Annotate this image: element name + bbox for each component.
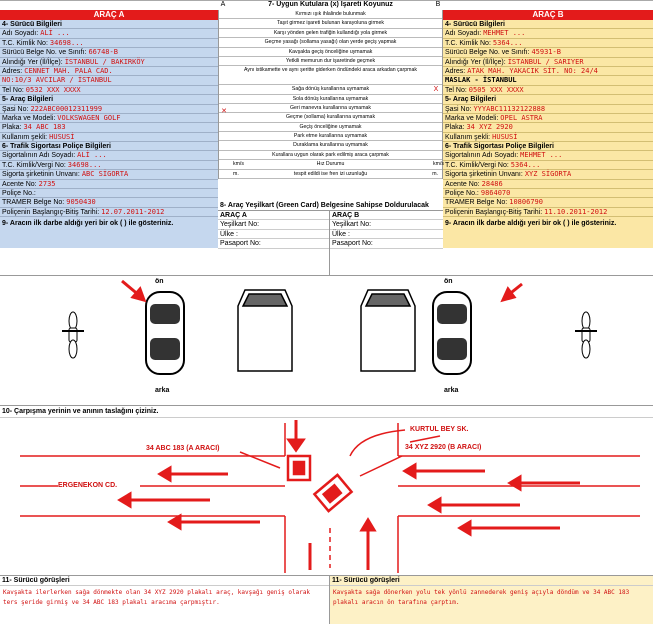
label: TRAMER Belge No: <box>2 199 65 207</box>
label: Alındığı Yer (İl/İlçe): <box>445 58 506 66</box>
b-insurer[interactable] <box>443 170 653 179</box>
value: VOLKSWAGEN GOLF <box>57 113 121 122</box>
label: Marka ve Modeli: <box>445 114 499 122</box>
vehicle-a-header: ARAÇ A <box>0 10 218 20</box>
opinion-a-text[interactable]: Kavşakta ilerlerken sağa dönmekte olan 34 XYZ 2920 plakalı araç, kavşağı geniş olarak ters şeride girmiş ve 34 ABC 183 plakalı aracıma çarpmıştır. <box>3 589 311 606</box>
value: YYYABC11132122888 <box>473 104 546 113</box>
value: 0505 XXX XXXX <box>468 85 524 94</box>
b-address-2[interactable] <box>443 76 653 85</box>
a-insured[interactable] <box>0 151 218 160</box>
label: Poliçenin Başlangıç-Bitiş Tarihi: <box>445 208 543 216</box>
value: ABC SİGORTA <box>81 170 129 179</box>
green-card-a <box>218 211 330 275</box>
col-b-letter: B <box>435 1 441 8</box>
item-label: Taşıt girmez işareti bulunan karayoluna girmek <box>277 20 384 27</box>
mark-a-x: ✕ <box>221 108 227 115</box>
label: Plaka: <box>2 124 22 132</box>
a-address[interactable] <box>0 67 218 76</box>
driver-b-opinion <box>330 575 653 624</box>
rear-label-a: arka <box>155 387 170 394</box>
checklist-item[interactable] <box>219 57 442 66</box>
speed-row[interactable] <box>219 160 442 169</box>
value: 2735 <box>38 179 56 188</box>
label: Marka ve Modeli: <box>2 114 56 122</box>
label: TRAMER Belge No: <box>445 199 508 207</box>
street-label-2: ERGENEKON CD. <box>58 482 118 489</box>
label: Sürücü Belge No. ve Sınıfı: <box>2 49 87 57</box>
a-license-place[interactable] <box>0 58 218 67</box>
impact-arrow-icon <box>122 281 144 300</box>
value: 9050430 <box>66 198 96 207</box>
item-label: Geçme yasağı (sollama yasağı) olan yerde geçiş yapmak <box>264 39 397 46</box>
vehicles-svg <box>0 276 653 406</box>
vehicle-b-column <box>443 20 653 248</box>
value: 28486 <box>481 179 503 188</box>
checklist-item[interactable] <box>219 151 442 160</box>
direction-arrows <box>120 420 580 570</box>
checklist-item[interactable] <box>219 104 442 113</box>
checklist-item[interactable] <box>219 48 442 57</box>
label: Adres: <box>2 67 23 75</box>
car-b-label: 34 XYZ 2920 (B ARACI) <box>405 444 482 451</box>
b-section-5: 5- Araç Bilgileri <box>443 95 653 104</box>
checklist-item[interactable] <box>219 38 442 47</box>
label: Plaka: <box>445 124 465 132</box>
value: 5364... <box>492 38 523 47</box>
gc-a-passport[interactable]: Pasaport No: <box>218 239 329 248</box>
label: Poliçe No.: <box>445 190 479 198</box>
label: Sürücü Belge No. ve Sınıfı: <box>445 49 530 57</box>
b-license-place[interactable] <box>443 58 653 67</box>
a-chassis[interactable] <box>0 105 218 114</box>
mid-title: 7- Uygun Kutulara (x) İşareti Koyunuz <box>268 1 393 8</box>
value: XYZ SİGORTA <box>524 170 572 179</box>
gc-a-country[interactable]: Ülke : <box>218 230 329 239</box>
gc-b-title: ARAÇ B <box>330 211 443 220</box>
value: HUSUSİ <box>49 132 75 141</box>
b-insured[interactable] <box>443 151 653 160</box>
a-address-2[interactable] <box>0 76 218 85</box>
value: MEHMET ... <box>483 29 526 38</box>
car-outline-icon <box>238 290 292 371</box>
label: Sigortalının Adı Soyadı: <box>445 152 519 160</box>
value: MASLAK - İSTANBUL <box>445 76 517 85</box>
a-section-5: 5- Araç Bilgileri <box>0 95 218 104</box>
gc-b-green[interactable]: Yeşilkart No: <box>330 220 443 229</box>
car-top-icon <box>433 292 471 374</box>
b-section-9: 9- Aracın ilk darbe aldığı yeri bir ok ( ) ile gösteriniz. <box>445 220 617 228</box>
value: 34 ABC 183 <box>23 123 66 132</box>
vehicle-b-sketch <box>314 475 351 511</box>
dist-unit-a: m. <box>233 170 239 177</box>
section-8: 8- Araç Yeşilkart (Green Card) Belgesine Sahipse Doldurulacak <box>218 201 443 211</box>
checklist-item[interactable] <box>219 10 442 19</box>
value: OPEL ASTRA <box>500 113 543 122</box>
car-a-label: 34 ABC 183 (A ARACI) <box>146 445 220 452</box>
label: Sigorta şirketinin Unvanı: <box>445 171 523 179</box>
dist-unit-b: m. <box>432 170 438 177</box>
value: İSTANBUL / BAKIRKÖY <box>64 57 145 66</box>
checklist-item[interactable] <box>219 66 442 85</box>
item-label: Geçme (sollama) kurallarına uymamak <box>285 114 376 121</box>
car-top-icon <box>146 292 184 374</box>
gc-b-country[interactable]: Ülke : <box>330 230 443 239</box>
value: MEHMET ... <box>520 151 563 160</box>
sketch-area <box>0 417 653 575</box>
value: 34698... <box>49 38 84 47</box>
vehicle-a-sketch <box>288 456 310 480</box>
front-label-a: ön <box>155 278 164 285</box>
b-section-6: 6- Trafik Sigortası Poliçe Bilgileri <box>443 142 653 151</box>
b-agent[interactable] <box>443 180 653 189</box>
opinion-b-text[interactable]: Kavşakta sağa dönerken yolu tek yönlü zannederek geniş açıyla döndüm ve 34 ABC 183 plakalı aracın ön tarafına çarptım. <box>333 589 630 606</box>
impact-arrow-icon <box>503 284 522 300</box>
checklist <box>218 10 443 179</box>
value: İSTANBUL / SARIYER <box>507 57 584 66</box>
front-label-b: ön <box>444 278 453 285</box>
rear-label-b: arka <box>444 387 459 394</box>
value: 5364... <box>510 160 541 169</box>
value: CENNET MAH. PALA CAD. <box>24 66 113 75</box>
item-label: Sola dönüş kurallarına uymamak <box>292 95 369 102</box>
speed-title: Hız Durumu <box>316 161 345 168</box>
value: 34 XYZ 2920 <box>466 123 513 132</box>
item-label: Yetkili memurun dur işaretinde geçmek <box>285 57 376 64</box>
b-model[interactable] <box>443 114 653 123</box>
label: Kullanım şekli: <box>445 133 491 141</box>
label: T.C. Kimlik/Vergi No: <box>445 161 509 169</box>
mark-b: X <box>433 86 439 94</box>
label: Adres: <box>445 67 466 75</box>
gc-a-green[interactable]: Yeşilkart No: <box>218 220 329 229</box>
b-plate[interactable] <box>443 123 653 132</box>
a-insurer[interactable] <box>0 170 218 179</box>
gc-a-title: ARAÇ A <box>218 211 329 220</box>
checklist-item[interactable] <box>219 29 442 38</box>
value: 45931-B <box>531 48 561 57</box>
item-label: Park etme kurallarına uymamak <box>293 133 368 140</box>
label: Şasi No: <box>445 105 472 113</box>
item-label: Sağa dönüş kurallarına uymamak <box>291 86 370 93</box>
vehicle-b-header: ARAÇ B <box>443 10 653 20</box>
label: T.C. Kimlik No: <box>2 39 48 47</box>
a-license[interactable] <box>0 48 218 57</box>
label: Acente No: <box>445 180 480 188</box>
a-driver-name[interactable] <box>0 29 218 38</box>
label: Kullanım şekli: <box>2 133 48 141</box>
a-agent[interactable] <box>0 180 218 189</box>
item-label: Aynı istikamette ve aynı şeritte giderken öndündeki araca arkadan çarpmak <box>244 67 417 74</box>
motorcycle-icon <box>575 312 597 358</box>
value: HUSUSİ <box>492 132 518 141</box>
a-section-6: 6- Trafik Sigortası Poliçe Bilgileri <box>0 142 218 151</box>
value: 11.10.2011-2012 <box>544 207 608 216</box>
b-driver-name[interactable] <box>443 29 653 38</box>
a-model[interactable] <box>0 114 218 123</box>
checklist-item[interactable] <box>219 123 442 132</box>
a-usage[interactable] <box>0 133 218 142</box>
section-10: 10- Çarpışma yerinin ve anının taslağını çiziniz. <box>0 405 653 417</box>
b-usage[interactable] <box>443 133 653 142</box>
label: Alındığı Yer (İl/İlçe): <box>2 58 63 66</box>
value: 9864070 <box>480 189 511 198</box>
car-outline-icon <box>361 290 415 371</box>
brake-row[interactable] <box>219 170 442 179</box>
item-label: Kırmızı ışık ihlalinde bulunmak <box>295 11 366 17</box>
checklist-item[interactable] <box>219 113 442 122</box>
col-a-letter: A <box>220 1 226 8</box>
item-label: Geri manevra kurallarına uymamak <box>289 104 371 111</box>
checklist-item[interactable] <box>219 95 442 104</box>
item-label: Karşı yönden gelen trafiğin kullandığı yola girmek <box>273 29 388 36</box>
damage-diagram <box>0 275 653 405</box>
value: 10806790 <box>509 198 543 207</box>
label: Adı Soyadı: <box>2 30 39 38</box>
checklist-item[interactable] <box>219 132 442 141</box>
b-chassis[interactable] <box>443 105 653 114</box>
green-card-b <box>330 211 443 275</box>
motorcycle-icon <box>62 312 84 358</box>
value: ATAK MAH. YAKACIK SİT. NO: 24/4 <box>467 66 598 75</box>
b-tax-no[interactable] <box>443 161 653 170</box>
b-section-4: 4- Sürücü Bilgileri <box>443 20 653 29</box>
a-tramer[interactable] <box>0 198 218 207</box>
a-tax-no[interactable] <box>0 161 218 170</box>
value: 34698... <box>67 160 102 169</box>
value: 222ABC00012311999 <box>30 104 103 113</box>
top-rule <box>0 0 653 1</box>
value: 66748-B <box>88 48 118 57</box>
dist-title: tespit edildi ise fren izi uzunluğu <box>293 170 368 177</box>
label: Sigortalının Adı Soyadı: <box>2 152 76 160</box>
b-address[interactable] <box>443 67 653 76</box>
a-section-4: 4- Sürücü Bilgileri <box>0 20 218 29</box>
a-tc-no[interactable] <box>0 39 218 48</box>
value: ALİ ... <box>40 29 70 38</box>
label: Sigorta şirketinin Unvanı: <box>2 171 80 179</box>
item-label: Duraklama kurallarına uymamak <box>293 142 368 149</box>
label: T.C. Kimlik/Vergi No: <box>2 161 66 169</box>
b-tc-no[interactable] <box>443 39 653 48</box>
value: 0532 XXX XXXX <box>25 85 81 94</box>
b-tramer[interactable] <box>443 198 653 207</box>
b-phone[interactable] <box>443 86 653 95</box>
opinion-b-title: 11- Sürücü görüşleri <box>330 576 653 586</box>
b-policy[interactable] <box>443 189 653 198</box>
gc-b-passport[interactable]: Pasaport No: <box>330 239 443 248</box>
label: Tel No: <box>445 86 467 94</box>
value: 12.07.2011-2012 <box>101 207 165 216</box>
item-label: Kurallara uygun olarak park edilmiş araca çarpmak <box>272 151 389 158</box>
a-policy-dates[interactable] <box>0 208 218 217</box>
speed-unit-a: km/s <box>233 161 244 168</box>
a-section-9: 9- Aracın ilk darbe aldığı yeri bir ok ( ) ile gösteriniz. <box>2 220 174 228</box>
a-phone[interactable] <box>0 86 218 95</box>
label: Tel No: <box>2 86 24 94</box>
checklist-item[interactable] <box>219 141 442 150</box>
vehicle-a-column <box>0 20 218 248</box>
speed-unit-b: km/s <box>433 161 444 168</box>
value: ALİ ... <box>77 151 107 160</box>
a-plate[interactable] <box>0 123 218 132</box>
a-policy[interactable] <box>0 189 218 198</box>
item-label: Kavşakta geçiş önceliğine uymamak <box>288 48 373 55</box>
opinion-a-title: 11- Sürücü görüşleri <box>0 576 329 586</box>
checklist-item[interactable] <box>219 85 442 94</box>
checklist-item[interactable] <box>219 19 442 28</box>
driver-a-opinion <box>0 575 330 624</box>
b-policy-dates[interactable] <box>443 208 653 217</box>
label: Poliçenin Başlangıç-Bitiş Tarihi: <box>2 208 100 216</box>
label: Acente No: <box>2 180 37 188</box>
sketch-svg <box>0 418 653 576</box>
street-label-1: KURTUL BEY SK. <box>410 426 469 433</box>
value: NO:10/3 AVCILAR / İSTANBUL <box>2 76 112 85</box>
label: Adı Soyadı: <box>445 30 482 38</box>
label: T.C. Kimlik No: <box>445 39 491 47</box>
b-license[interactable] <box>443 48 653 57</box>
item-label: Geçiş önceliğine uymamak <box>299 123 362 130</box>
label: Poliçe No.: <box>2 190 36 198</box>
label: Şasi No: <box>2 105 29 113</box>
